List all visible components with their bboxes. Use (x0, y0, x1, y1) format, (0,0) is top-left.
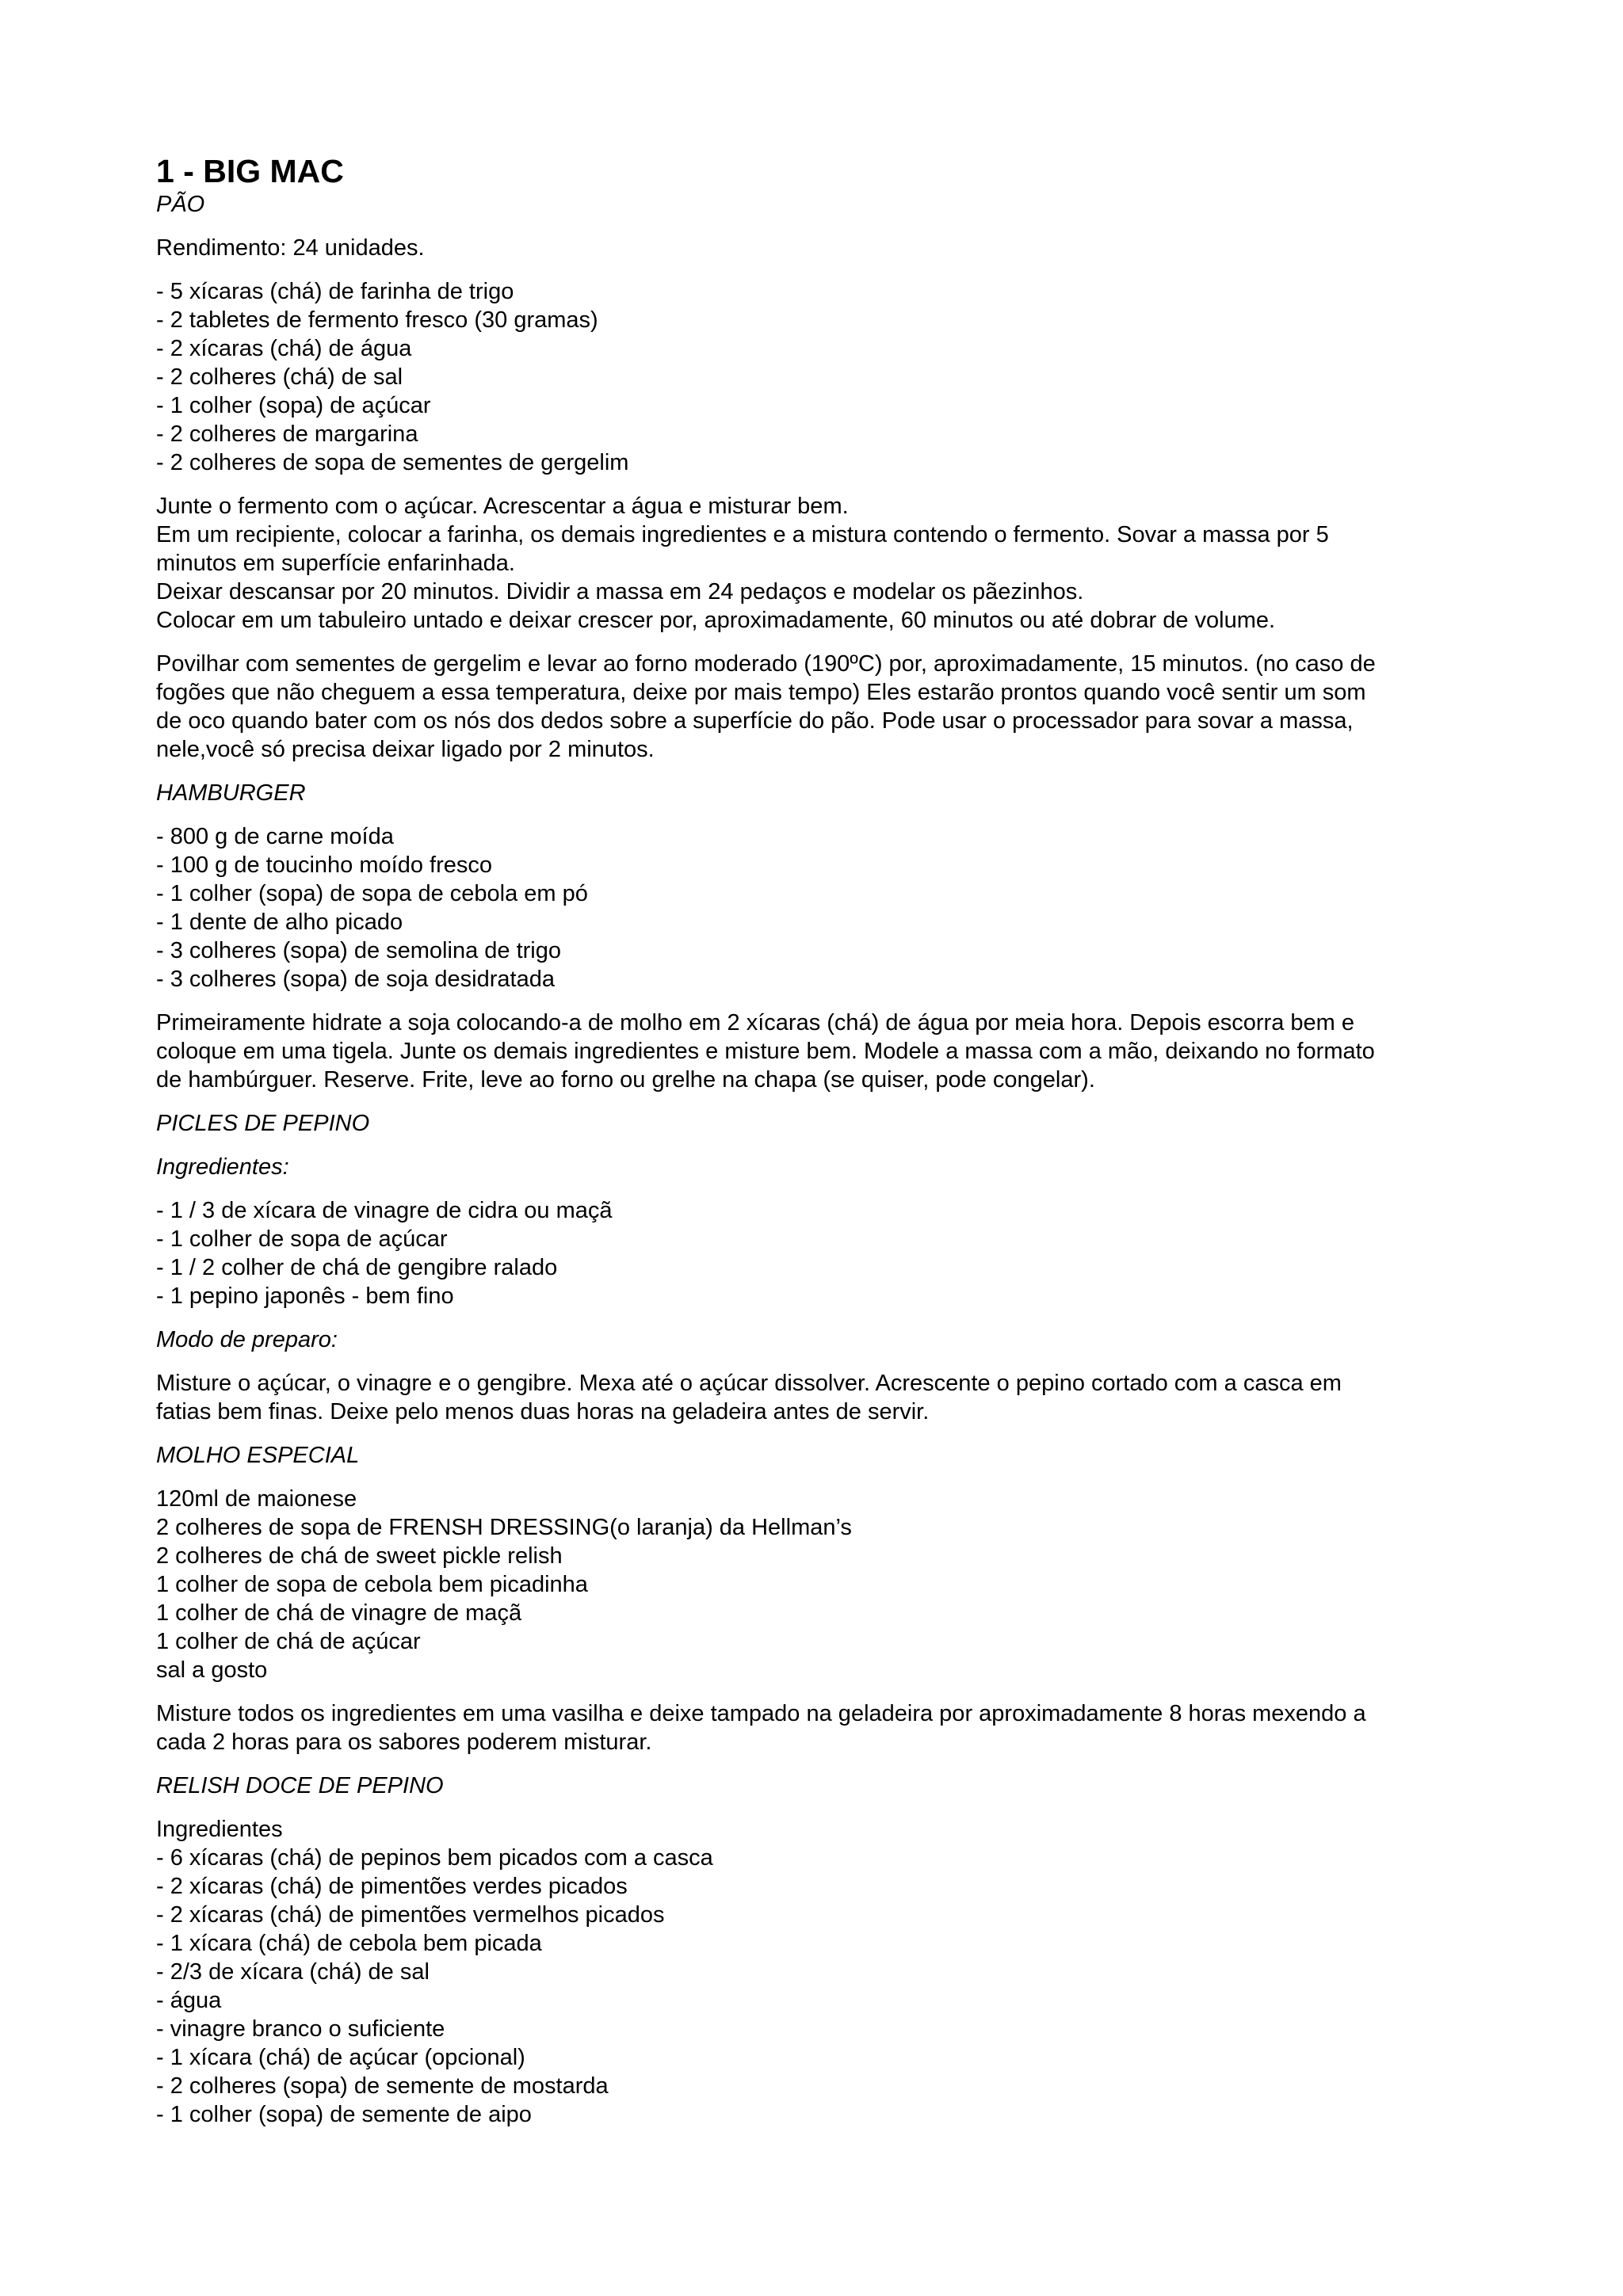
list-item: - 1 xícara (chá) de cebola bem picada (156, 1931, 542, 1956)
list-item: - 1 dente de alho picado (156, 910, 403, 935)
list-item: - 1 xícara (chá) de açúcar (opcional) (156, 2045, 525, 2070)
list-item: - 2 colheres de sopa de sementes de gergelim (156, 450, 629, 475)
pao-heading: PÃO (156, 192, 205, 217)
pao-baking (156, 650, 1472, 764)
paragraph-line: de hambúrguer. Reserve. Frite, leve ao forno ou grelhe na chapa (se quiser, pode congelar). (156, 1067, 1095, 1093)
paragraph-line: de oco quando bater com os nós dos dedos sobre a superfície do pão. Pode usar o processador para sovar a massa, (156, 708, 1354, 734)
picles-ingredients-list (156, 1196, 1472, 1310)
list-item: 2 colheres de chá de sweet pickle relish (156, 1543, 563, 1569)
list-item: - 3 colheres (sopa) de semolina de trigo (156, 938, 561, 963)
relish-ingredients-label: Ingredientes (156, 1817, 283, 1842)
list-item: - 1 colher (sopa) de sopa de cebola em pó (156, 881, 588, 906)
list-item: 2 colheres de sopa de FRENSH DRESSING(o laranja) da Hellman’s (156, 1515, 852, 1540)
paragraph-line: Deixar descansar por 20 minutos. Dividir a massa em 24 pedaços e modelar os pãezinhos. (156, 579, 1084, 605)
list-item: - 1 / 2 colher de chá de gengibre ralado (156, 1255, 558, 1280)
list-item: - 1 pepino japonês - bem fino (156, 1283, 454, 1309)
paragraph-line: Colocar em um tabuleiro untado e deixar crescer por, aproximadamente, 60 minutos ou até dobrar de volume. (156, 608, 1276, 633)
paragraph-line: fogões que não cheguem a essa temperatura, deixe por mais tempo) Eles estarão prontos quando você sentir um som (156, 680, 1366, 705)
list-item: - 2 xícaras (chá) de pimentões vermelhos picados (156, 1902, 665, 1928)
picles-method-label: Modo de preparo: (156, 1327, 338, 1352)
list-item: - 6 xícaras (chá) de pepinos bem picados com a casca (156, 1845, 713, 1871)
list-item: - 2 xícaras (chá) de água (156, 336, 412, 361)
list-item: - 2 xícaras (chá) de pimentões verdes picados (156, 1874, 628, 1899)
list-item: - 1 / 3 de xícara de vinagre de cidra ou maçã (156, 1198, 613, 1223)
paragraph-line: cada 2 horas para os sabores poderem misturar. (156, 1730, 652, 1755)
list-item: - 800 g de carne moída (156, 824, 394, 849)
list-item: - 5 xícaras (chá) de farinha de trigo (156, 279, 514, 304)
list-item: - 100 g de toucinho moído fresco (156, 852, 492, 878)
molho-method (156, 1699, 1472, 1756)
hamburger-ingredients-list (156, 822, 1472, 994)
paragraph-line: Primeiramente hidrate a soja colocando-a de molho em 2 xícaras (chá) de água por meia hora. Depois escorra bem e (156, 1010, 1354, 1035)
list-item: 1 colher de chá de açúcar (156, 1629, 421, 1654)
list-item: - 1 colher (sopa) de açúcar (156, 393, 431, 418)
relish-heading: RELISH DOCE DE PEPINO (156, 1773, 444, 1798)
list-item: - vinagre branco o suficiente (156, 2016, 445, 2042)
list-item: 1 colher de sopa de cebola bem picadinha (156, 1572, 588, 1597)
paragraph-line: Povilhar com sementes de gergelim e levar ao forno moderado (190ºC) por, aproximadamente, 15 minutos. (no caso de (156, 651, 1376, 677)
picles-ingredients-label: Ingredientes: (156, 1154, 289, 1180)
list-item: - água (156, 1988, 222, 2013)
paragraph-line: coloque em uma tigela. Junte os demais ingredientes e misture bem. Modele a massa com a mão, deixando no formato (156, 1039, 1375, 1064)
list-item: - 2 colheres (chá) de sal (156, 364, 403, 390)
list-item: - 2 tabletes de fermento fresco (30 gramas) (156, 307, 598, 333)
list-item: sal a gosto (156, 1657, 268, 1683)
relish-ingredients-list (156, 1815, 1472, 2129)
pao-method (156, 492, 1472, 635)
hamburger-method (156, 1009, 1472, 1094)
picles-method (156, 1369, 1472, 1426)
paragraph-line: minutos em superfície enfarinhada. (156, 551, 515, 576)
hamburger-heading: HAMBURGER (156, 780, 306, 806)
paragraph-line: fatias bem finas. Deixe pelo menos duas horas na geladeira antes de servir. (156, 1399, 930, 1425)
list-item: - 2 colheres de margarina (156, 421, 418, 447)
paragraph-line: Junte o fermento com o açúcar. Acrescentar a água e misturar bem. (156, 494, 849, 519)
list-item: 1 colher de chá de vinagre de maçã (156, 1600, 522, 1626)
paragraph-line: Misture o açúcar, o vinagre e o gengibre. Mexa até o açúcar dissolver. Acrescente o pepino cortado com a casca em (156, 1371, 1342, 1396)
document-page (156, 152, 1472, 2129)
list-item: - 1 colher (sopa) de semente de aipo (156, 2102, 532, 2127)
paragraph-line: Em um recipiente, colocar a farinha, os demais ingredientes e a mistura contendo o fermento. Sovar a massa por 5 (156, 522, 1329, 547)
list-item: - 2 colheres (sopa) de semente de mostarda (156, 2073, 609, 2099)
document-title: 1 - BIG MAC (156, 153, 344, 189)
pao-ingredients-list (156, 277, 1472, 477)
molho-ingredients-list (156, 1485, 1472, 1684)
list-item: - 2/3 de xícara (chá) de sal (156, 1959, 430, 1985)
list-item: 120ml de maionese (156, 1486, 357, 1512)
picles-heading: PICLES DE PEPINO (156, 1111, 370, 1136)
molho-heading: MOLHO ESPECIAL (156, 1443, 360, 1468)
pao-yield: Rendimento: 24 unidades. (156, 235, 425, 261)
list-item: - 1 colher de sopa de açúcar (156, 1226, 448, 1252)
paragraph-line: nele,você só precisa deixar ligado por 2 minutos. (156, 737, 655, 762)
paragraph-line: Misture todos os ingredientes em uma vasilha e deixe tampado na geladeira por aproximadamente 8 horas mexendo a (156, 1701, 1366, 1726)
list-item: - 3 colheres (sopa) de soja desidratada (156, 967, 555, 992)
